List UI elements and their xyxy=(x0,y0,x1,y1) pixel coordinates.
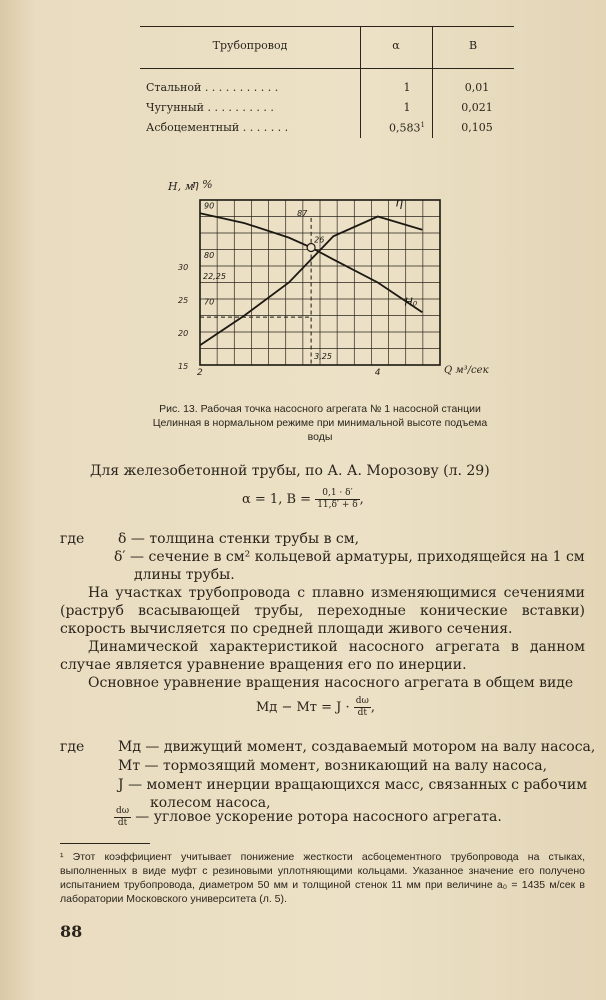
table-row xyxy=(140,121,514,137)
paragraph: Динамической характеристикой насосного агрегата в данном случае является уравнение вращения его по инерции. xyxy=(60,639,585,673)
table-row xyxy=(140,101,514,117)
definition-cont: колесом насоса, xyxy=(150,795,271,811)
y-tick-label: 20 xyxy=(178,329,189,338)
definition-angular: $\frac{d\omega}{dt}$ — угловое ускорение ротора насосного агрегата. xyxy=(116,806,502,828)
eta-curve-label: η xyxy=(395,195,404,210)
row-alpha: 0,583$^1$ xyxy=(389,121,425,135)
work-point-label: 26 xyxy=(314,235,325,245)
row-name: Стальной . . . . . . . . . . . xyxy=(146,81,279,94)
formula-rotation: Mд − Mт = J · $\frac{d\omega}{dt}$ , xyxy=(256,696,375,718)
footnote-mark: 1 xyxy=(420,121,425,129)
y-right-axis-label: η % xyxy=(192,178,213,191)
row-name: Чугунный . . . . . . . . . . xyxy=(146,101,274,114)
table-header-alpha: α xyxy=(392,39,400,52)
y-tick-label: 30 xyxy=(178,263,189,272)
flow-value-label: 3,25 xyxy=(314,352,332,361)
operating-point-chart xyxy=(150,170,489,395)
definition: Mд — движущий момент, создаваемый мотором на валу насоса, xyxy=(118,739,596,755)
table-row xyxy=(140,81,514,97)
footnote: ¹ Этот коэффициент учитывает понижение жесткости асбоцементного трубопровода на стыках, выполненных в виде муфт с резиновыми уплотняющими кольцами. Указанное значение его получено испытанием трубопровода, диаметром 50 мм и толщиной стенок 11 мм при величине a₀ = 1435 м/сек в лаборатории Московского университета (л. 5). xyxy=(60,851,585,905)
work-point-marker xyxy=(307,244,315,252)
definition: Mт — тормозящий момент, возникающий на валу насоса, xyxy=(118,758,548,774)
row-name: Асбоцементный . . . . . . . xyxy=(146,121,289,134)
x-tick-label: 4 xyxy=(374,368,381,378)
table-header-pipeline: Трубопровод xyxy=(212,39,288,52)
definition: δ — толщина стенки трубы в см, xyxy=(118,531,360,547)
eta-axis-label-70: 70 xyxy=(204,297,215,307)
figure-caption: Рис. 13. Рабочая точка насосного агрегата № 1 насосной станции Целинная в нормальном режиме при минимальной высоте подъема воды xyxy=(152,403,488,443)
eta-axis-label-80: 80 xyxy=(204,251,215,261)
y-tick-label: 25 xyxy=(178,296,189,305)
page-number: 88 xyxy=(60,922,83,941)
eta-axis-label-90: 90 xyxy=(204,201,215,211)
efficiency-point-label: 87 xyxy=(297,209,308,219)
row-b: 0,021 xyxy=(461,101,493,114)
head-curve-label: H₀ xyxy=(404,295,418,309)
x-axis-label: Q м³/сек xyxy=(444,365,489,376)
row-alpha: 1 xyxy=(403,101,411,114)
table-header-b: B xyxy=(468,39,478,52)
definition-cont: длины трубы. xyxy=(134,567,235,583)
row-b: 0,01 xyxy=(464,81,490,94)
head-level-label: 22,25 xyxy=(203,271,226,281)
row-alpha: 1 xyxy=(403,81,411,94)
where-label: где xyxy=(60,531,85,547)
paragraph: Основное уравнение вращения насосного агрегата в общем виде xyxy=(88,675,574,691)
definition: J — момент инерции вращающихся масс, связанных с рабочим xyxy=(118,777,588,793)
definition: δ′ — сечение в см² кольцевой арматуры, приходящейся на 1 см xyxy=(114,549,585,565)
text-line: Для железобетонной трубы, по А. А. Морозову (л. 29) xyxy=(90,463,490,479)
y-tick-label: 15 xyxy=(178,362,189,371)
where-label: где xyxy=(60,739,85,755)
x-tick-label: 2 xyxy=(197,368,203,378)
formula-b: α = 1, B = $\frac{0,1 \cdot \delta'}{11,\delta' + \delta}$ , xyxy=(242,488,364,510)
paragraph: На участках трубопровода с плавно изменяющимися сечениями (раструб всасывающей трубы, переходные конические вставки) скорость вычисляется по средней площади живого сечения. xyxy=(60,585,585,637)
row-b: 0,105 xyxy=(461,121,493,134)
footnote-rule xyxy=(60,843,150,844)
y-left-axis-label: H, м xyxy=(168,180,194,193)
